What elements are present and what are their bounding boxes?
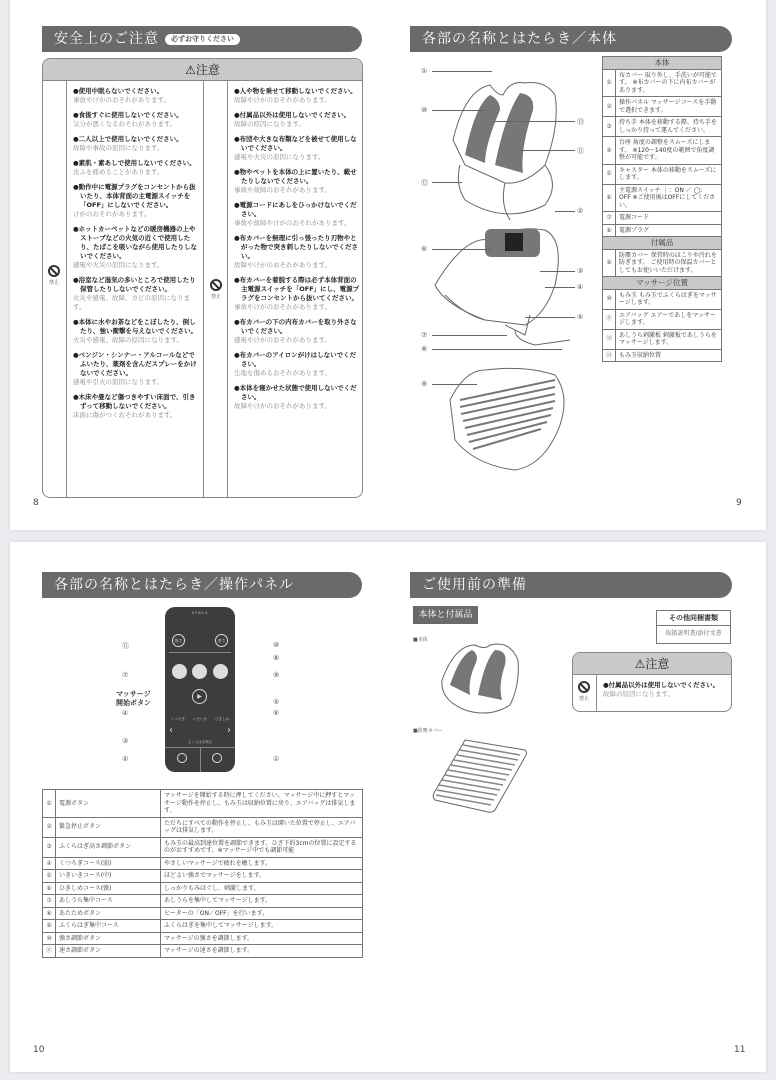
button-number: ⑩ xyxy=(43,932,56,945)
table-row xyxy=(603,249,722,277)
callout-11: ⑪ xyxy=(122,642,129,650)
page-number-11: 11 xyxy=(734,1045,746,1055)
page10-title: 各部の名称とはたらき／操作パネル xyxy=(54,577,294,593)
caution-item-heading: ●二人以上で使用しないでください。 xyxy=(73,135,183,143)
callout-9: ⑨ xyxy=(273,671,280,679)
button-description: ただちにすべての動作を停止し、もみ玉は開いた位置で停止し、エアバッグは排気します。 xyxy=(161,817,363,837)
right-caution-list xyxy=(234,87,360,417)
caution-item-heading: ●布カバーのアイロンがけはしないでください。 xyxy=(234,351,357,368)
table-row xyxy=(43,907,363,920)
prohibit-icon xyxy=(578,681,590,693)
section-header: 本体 xyxy=(603,57,722,70)
callout-3: ③ xyxy=(122,737,129,745)
leader-line xyxy=(432,110,487,111)
page11-title: ご使用前の準備 xyxy=(422,577,527,593)
callout-9: ⑨ xyxy=(421,380,428,388)
part-description: あしうら刺激板 刺激板であしうらをマッサージします。 xyxy=(616,329,722,349)
caution-item-heading: ●布団や大きな布類などを被せて使用しないでください。 xyxy=(234,135,357,152)
caution-item-reason: 事故や故障のおそれがあります。 xyxy=(234,186,331,194)
caution-item-heading: ●素肌・素あしで使用しないでください。 xyxy=(73,159,196,167)
leader-line xyxy=(432,335,507,336)
caution-item-reason: 故障の原因になります。 xyxy=(234,120,305,128)
part-description: エアバッグ エアーであしをマッサージします。 xyxy=(616,309,722,329)
part-description: キャスター 本体の移動をスムーズにします。 xyxy=(616,164,722,184)
parts-table-body xyxy=(602,56,722,362)
button-description: ヒーターの「ON／OFF」を行います。 xyxy=(161,907,363,920)
caution-item-heading: ●動作中に電源プラグをコンセントから抜いたり、本体背面の主電源スイッチを「OFF」にしないでください。 xyxy=(73,183,196,209)
caution-item-heading: ●人や物を乗せて移動しないでください。 xyxy=(234,87,357,95)
part-description: もみ玉 もみ玉でふくらはぎをマッサージします。 xyxy=(616,289,722,309)
callout-5: ⑤ xyxy=(273,698,280,706)
caution-item-reason: 故障や事故の原因になります。 xyxy=(73,144,164,152)
caution-item-heading: ●ベンジン・シンナー・アルコールなどでふいたり、薬剤を含んだスプレーをかけないでください。 xyxy=(73,351,197,377)
part-number: ⑩ xyxy=(603,289,616,309)
leader-line xyxy=(520,150,575,151)
height-up-icon: › xyxy=(227,725,231,736)
part-number: ⑨ xyxy=(603,249,616,277)
caution-item-reason: けがのおそれがあります。 xyxy=(73,210,151,218)
button-number: ④ xyxy=(43,857,56,870)
button-name: 緊急停止ボタン xyxy=(56,817,161,837)
panel-buttons-table xyxy=(42,789,363,958)
prohibit-mark: 禁止 xyxy=(578,681,590,702)
part-number: ⑪ xyxy=(603,309,616,329)
button-name: あしうら集中コース xyxy=(56,895,161,908)
button-description: マッサージの速さを調節します。 xyxy=(161,945,363,958)
dust-cover-illustration xyxy=(430,735,530,815)
must-follow-badge: 必ずお守りください xyxy=(165,34,240,45)
other-documents-box xyxy=(656,610,731,644)
part-number: ⑦ xyxy=(603,212,616,225)
button-name: ふくらはぎ高さ調節ボタン xyxy=(56,837,161,857)
warm-button xyxy=(192,664,207,679)
caution-item-heading: ●布カバーを無理に引っ張ったり刃物やとがった物で突き刺したりしないでください。 xyxy=(234,234,358,260)
table-row xyxy=(43,895,363,908)
sole-course-button xyxy=(172,664,187,679)
button-number: ⑧ xyxy=(43,907,56,920)
body-label: ■本体 xyxy=(413,637,428,643)
part-number: ⑧ xyxy=(603,224,616,237)
button-description: マッサージの強さを調節します。 xyxy=(161,932,363,945)
course-labels: くつろぎ いきいき ひきしめ xyxy=(171,717,229,721)
height-label: ふくらはぎ高さ xyxy=(187,740,213,744)
left-caution-list xyxy=(73,87,201,426)
callout-6: ⑥ xyxy=(421,245,428,253)
table-row xyxy=(603,184,722,212)
button-number: ⑤ xyxy=(43,870,56,883)
part-number: ⑥ xyxy=(603,184,616,212)
table-row xyxy=(603,349,722,362)
caution-header xyxy=(43,59,362,81)
page9-title: 各部の名称とはたらき／本体 xyxy=(422,31,617,47)
caution-item-heading: ●電源コードにあしをひっかけないでください。 xyxy=(234,201,357,218)
button-name: 電源ボタン xyxy=(56,790,161,818)
callout-4: ④ xyxy=(577,283,584,291)
caution-item-reason: 故障やけがのおそれがあります。 xyxy=(234,402,331,410)
stop-button xyxy=(177,753,187,763)
table-row xyxy=(43,932,363,945)
leader-line xyxy=(545,287,575,288)
button-description: ふくらはぎを集中してマッサージします。 xyxy=(161,920,363,933)
button-number: ⑨ xyxy=(43,920,56,933)
part-number: ② xyxy=(603,97,616,117)
part-description: 布カバー 取り外し、手洗いが可能です。 ※布カバーの下に内布カバーがあります。 xyxy=(616,69,722,97)
table-row xyxy=(603,212,722,225)
table-row xyxy=(603,164,722,184)
leader-line xyxy=(495,121,575,122)
button-number: ⑪ xyxy=(43,945,56,958)
caution-item-reason: 故障やけがのおそれがあります。 xyxy=(234,261,331,269)
remote-control-illustration xyxy=(165,607,235,772)
callout-2: ② xyxy=(577,207,584,215)
caution-item-reason: 火災や感電、故障の原因になります。 xyxy=(73,336,183,344)
part-description: 防塵カバー 保管時のほこりや汚れを防ぎます。 ご使用時の保温カバーとしてもお使いいただけます。 xyxy=(616,249,722,277)
table-row xyxy=(603,117,722,137)
warning-triangle-icon: ⚠ xyxy=(634,657,646,671)
page8-title: 安全上のご注意 xyxy=(54,31,159,47)
button-name: ひきしめコース(強) xyxy=(56,882,161,895)
divider xyxy=(169,652,231,653)
table-row xyxy=(603,137,722,165)
caution-item-reason: 感電や引火の原因になります。 xyxy=(73,378,164,386)
massager-diagrams xyxy=(405,55,605,475)
table-row xyxy=(603,224,722,237)
caution-item-reason: 床面に傷がつくおそれがあります。 xyxy=(73,411,177,419)
button-description: マッサージを開始する時に押してください。マッサージ中に押すとマッサージ動作を停止し、もみ玉は収納位置に戻り、エアバッグは排気します。 xyxy=(161,790,363,818)
page8-title-bar xyxy=(42,26,362,52)
part-description: 持ち手 本体を移動する際、持ち手をしっかり持って運んでください。 xyxy=(616,117,722,137)
callout-12: ⑫ xyxy=(421,179,428,187)
caution-item-heading: ●木床や畳など傷つきやすい床面で、引きずって移動しないでください。 xyxy=(73,393,196,410)
divider xyxy=(200,747,201,772)
table-row xyxy=(43,857,363,870)
caution-item-heading: ●付属品以外は使用しないでください。 xyxy=(234,111,351,119)
caution-item-heading: ●布カバーの下の内布カバーを取り外さないでください。 xyxy=(234,318,357,335)
page10-title-bar xyxy=(42,572,362,598)
caution-item-heading: ●ホットカーペットなどの暖房機器の上やストーブなどの火気の近くで使用したり、たばこを吸いながら使用したりしないでください。 xyxy=(73,225,197,260)
callout-8: ⑧ xyxy=(421,345,428,353)
page-number-10: 10 xyxy=(33,1045,45,1055)
page8-caution-box xyxy=(42,58,363,498)
caution-item-heading: ●本体を寝かせた状態で使用しないでください。 xyxy=(234,384,357,401)
other-docs-title: その他同梱書類 xyxy=(657,611,730,626)
button-name: あたためボタン xyxy=(56,907,161,920)
table-row xyxy=(43,790,363,818)
button-name: 強さ調節ボタン xyxy=(56,932,161,945)
part-description: 電源プラグ xyxy=(616,224,722,237)
button-number: ③ xyxy=(43,837,56,857)
cover-label: ■防塵カバー xyxy=(413,728,443,734)
table-row xyxy=(603,69,722,97)
massager-body-illustration xyxy=(430,640,530,720)
caution-item-reason: 事故やけがのおそれがあります。 xyxy=(234,303,331,311)
part-description: 主電源スイッチ ｜：ON ／ ◯：OFF ※ご使用後はOFFにしてください。 xyxy=(616,184,722,212)
button-number: ② xyxy=(43,817,56,837)
caution-item-heading: ●浴室など湿気の多いところで使用したり保管したりしないでください。 xyxy=(73,276,196,293)
button-description: しっかりもみほぐし、刺激します。 xyxy=(161,882,363,895)
table-row xyxy=(603,329,722,349)
part-description: 台座 角度の調整をスムーズにします。 ※120〜140度の範囲で角度調整が可能です。 xyxy=(616,137,722,165)
table-row xyxy=(43,882,363,895)
caution-item-reason: 火災や感電、故障、カビの原因になります。 xyxy=(73,294,190,311)
caution-item-reason: 事故や故障やけがのおそれがあります。 xyxy=(234,219,351,227)
part-number: ⑬ xyxy=(603,349,616,362)
caution-item-heading: ●物やペットを本体の上に置いたり、載せたりしないでください。 xyxy=(234,168,357,185)
button-description: もみ玉の最高到達位置を調節できます。ひざ下約3cmの位置に設定するのがおすすめです。※マッサージ中でも調節可能 xyxy=(161,837,363,857)
part-number: ⑫ xyxy=(603,329,616,349)
prohibit-mark-left: 禁止 xyxy=(48,265,60,286)
caution-item-reason: 気分が悪くなるおそれがあります。 xyxy=(73,120,177,128)
caution-label: 注意 xyxy=(195,63,220,77)
part-description: もみ玉収納位置 xyxy=(616,349,722,362)
callout-4: ④ xyxy=(122,709,129,717)
caution-item-heading: ●使用中眠らないでください。 xyxy=(73,87,164,95)
callout-13: ⑬ xyxy=(577,118,584,126)
section-header: 付属品 xyxy=(603,237,722,250)
page11-caution-box xyxy=(572,652,732,712)
button-name: 速さ調節ボタン xyxy=(56,945,161,958)
callout-7: ⑦ xyxy=(421,331,428,339)
part-number: ④ xyxy=(603,137,616,165)
caution-item: ●付属品以外は使用しないでください。 故障の原因になります。 xyxy=(603,681,720,698)
height-down-icon: ‹ xyxy=(169,725,173,736)
table-row xyxy=(43,837,363,857)
caution-item-reason: 故障やけがのおそれがあります。 xyxy=(234,96,331,104)
table-row xyxy=(603,309,722,329)
calf-course-button xyxy=(213,664,228,679)
caution-item-reason: 感電や火災の原因になります。 xyxy=(234,153,325,161)
part-number: ⑤ xyxy=(603,164,616,184)
button-name: くつろぎコース(弱) xyxy=(56,857,161,870)
table-row xyxy=(43,870,363,883)
callout-7: ⑦ xyxy=(122,671,129,679)
leader-line xyxy=(432,71,492,72)
button-number: ⑥ xyxy=(43,882,56,895)
caution-item-heading: ●本体に水やお茶などをこぼしたり、倒したり、強い衝撃を与えないでください。 xyxy=(73,318,197,335)
table-row xyxy=(43,817,363,837)
callout-1: ① xyxy=(421,67,428,75)
caution-item-heading: ●食後すぐに使用しないでください。 xyxy=(73,111,183,119)
callout-2: ② xyxy=(122,755,129,763)
prohibit-icon xyxy=(210,279,222,291)
start-button-label: マッサージ開始ボタン xyxy=(116,690,151,707)
button-name: ふくらはぎ集中コース xyxy=(56,920,161,933)
part-number: ③ xyxy=(603,117,616,137)
section-header: マッサージ位置 xyxy=(603,277,722,290)
body-accessories-subheading: 本体と付属品 xyxy=(413,606,478,624)
caution-item-reason: 感電やけがのおそれがあります。 xyxy=(234,336,331,344)
callout-11: ⑪ xyxy=(577,147,584,155)
power-button xyxy=(212,753,222,763)
table-row xyxy=(43,945,363,958)
part-description: 電源コード xyxy=(616,212,722,225)
callout-10: ⑩ xyxy=(273,641,280,649)
caution-item-reason: 皮ふを痛めることがあります。 xyxy=(73,168,164,176)
left-prohibit-col xyxy=(43,81,67,497)
callout-5: ⑤ xyxy=(577,313,584,321)
leader-line xyxy=(432,249,492,250)
page11-title-bar xyxy=(410,572,732,598)
start-button: ▶ xyxy=(192,689,207,704)
prohibit-mark-right: 禁止 xyxy=(210,279,222,300)
table-row xyxy=(43,920,363,933)
page9-title-bar xyxy=(410,26,732,52)
callout-1: ① xyxy=(273,755,280,763)
callout-8: ⑧ xyxy=(273,654,280,662)
part-number: ① xyxy=(603,69,616,97)
button-description: ほどよい強さでマッサージをします。 xyxy=(161,870,363,883)
table-row xyxy=(603,97,722,117)
part-description: 操作パネル マッサージコースを手動で選択できます。 xyxy=(616,97,722,117)
button-name: いきいきコース(中) xyxy=(56,870,161,883)
button-number: ⑦ xyxy=(43,895,56,908)
leader-line xyxy=(555,211,575,212)
page-number-9: 9 xyxy=(736,498,742,508)
button-number: ① xyxy=(43,790,56,818)
caution-item-reason: 生地を傷めるおそれがあります。 xyxy=(234,369,331,377)
strength-button: 強さ xyxy=(172,634,185,647)
leader-line xyxy=(540,271,575,272)
caution-item-reason: 事故やけがのおそれがあります。 xyxy=(73,96,170,104)
leader-line xyxy=(432,384,477,385)
page-number-8: 8 xyxy=(33,498,39,508)
leader-line xyxy=(432,182,462,183)
button-description: やさしいマッサージで疲れを癒します。 xyxy=(161,857,363,870)
leader-line xyxy=(432,349,562,350)
callout-10: ⑩ xyxy=(421,106,428,114)
other-docs-value: 取扱説明書/添付文書 xyxy=(665,630,722,637)
remote-brand: SYNCA xyxy=(191,611,209,615)
button-description: あしうらを集中してマッサージします。 xyxy=(161,895,363,908)
table-row xyxy=(603,289,722,309)
callout-3: ③ xyxy=(577,267,584,275)
caution-item-reason: 感電や火災の原因になります。 xyxy=(73,261,164,269)
warning-triangle-icon: ⚠ xyxy=(185,63,196,77)
callout-6: ⑥ xyxy=(273,709,280,717)
speed-button: 速さ xyxy=(215,634,228,647)
caution-header: ⚠注意 xyxy=(573,653,731,675)
leader-line xyxy=(525,317,575,318)
prohibit-icon xyxy=(48,265,60,277)
caution-item-heading: ●布カバーを着脱する際は必ず本体背面の主電源スイッチを「OFF」にし、電源プラグをコンセントから抜いてください。 xyxy=(234,276,360,302)
